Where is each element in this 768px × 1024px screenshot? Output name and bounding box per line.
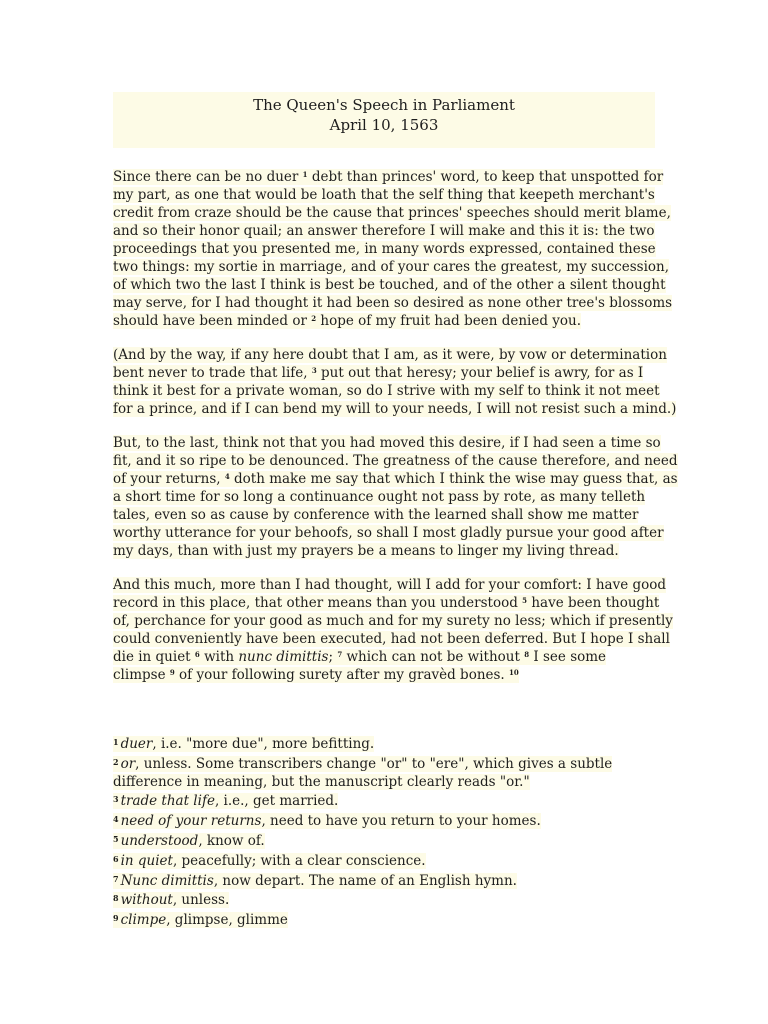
line-highlight <box>113 435 661 451</box>
text-line <box>113 488 658 506</box>
text-run: , now depart. The name of an English hymn. <box>213 872 517 889</box>
footnote-ref[interactable]: 1 <box>302 170 308 179</box>
text-run: Since there can be no duer <box>113 169 303 185</box>
line-highlight <box>113 543 619 559</box>
line-highlight <box>113 774 530 790</box>
line-highlight <box>113 613 673 629</box>
line-highlight <box>113 853 426 869</box>
footnote-number: 6 <box>113 853 119 864</box>
text-run: , unless. Some transcribers change "or" to "ere", which gives a subtle <box>135 755 613 772</box>
text-run: die in quiet <box>113 649 195 665</box>
title-block <box>113 92 655 148</box>
line-highlight <box>113 892 229 908</box>
text-run: with <box>199 649 239 665</box>
speech-paragraph <box>113 346 677 418</box>
footnote-number: 4 <box>113 814 119 825</box>
text-line <box>113 612 673 630</box>
text-run: , glimpse, glimme <box>166 912 288 929</box>
text-line <box>113 666 658 684</box>
text-run: , know of. <box>198 832 265 849</box>
line-highlight <box>113 313 581 329</box>
footnote-ref[interactable]: 10 <box>509 668 519 677</box>
line-highlight <box>113 813 541 829</box>
text-line <box>113 630 670 648</box>
footnote-item <box>113 791 658 811</box>
text-line <box>113 542 658 560</box>
line-highlight <box>113 241 656 257</box>
line-highlight <box>113 295 672 311</box>
footnote-item <box>113 811 658 831</box>
footnote-ref[interactable]: 2 <box>311 314 317 323</box>
text-run: hope of my fruit had been denied you. <box>316 313 582 329</box>
footnote-number: 2 <box>113 756 119 767</box>
text-run: , i.e., get married. <box>214 793 339 810</box>
line-highlight <box>113 347 667 363</box>
line-highlight <box>113 649 606 665</box>
line-highlight <box>113 383 660 399</box>
text-run: my part, as one that would be loath that the self thing that keepeth merchant's <box>113 187 655 203</box>
line-highlight <box>113 489 645 505</box>
line-highlight <box>113 631 670 647</box>
text-line <box>113 470 678 488</box>
italic-text: need of your returns <box>120 813 262 830</box>
speech-paragraph <box>113 168 673 330</box>
footnote-ref[interactable]: 9 <box>169 668 175 677</box>
speech-title: The Queen's Speech in Parliament <box>253 96 515 114</box>
text-line <box>113 506 658 524</box>
italic-text: without <box>120 892 173 909</box>
text-run: of which two the last I think is best be touched, and of the other a silent thought <box>113 277 666 293</box>
text-line <box>113 258 670 276</box>
text-line <box>113 276 666 294</box>
text-run: ; <box>328 649 338 665</box>
footnote-item <box>113 910 658 930</box>
text-run: proceedings that you presented me, in many words expressed, contained these <box>113 241 656 257</box>
footnote-ref[interactable]: 7 <box>337 650 343 659</box>
speech-paragraph <box>113 434 678 560</box>
text-line <box>113 204 671 222</box>
text-run: of, perchance for your good as much and for my surety no less; which if presently <box>113 613 673 629</box>
text-line <box>113 364 658 382</box>
footnote-number: 9 <box>113 913 119 924</box>
text-run: debt than princes' word, to keep that unspotted for <box>307 169 664 185</box>
text-line <box>113 294 673 312</box>
text-run: (And by the way, if any here doubt that I am, as it were, by vow or determination <box>113 347 667 363</box>
text-line <box>113 240 658 258</box>
text-run: credit from craze should be the cause that princes' speeches should merit blame, <box>113 205 671 221</box>
italic-text: in quiet <box>120 852 173 869</box>
text-run: bent never to trade that life, <box>113 365 312 381</box>
text-line <box>113 524 664 542</box>
text-run: worthy utterance for your behoofs, so shall I most gladly pursue your good after <box>113 525 664 541</box>
footnote-ref[interactable]: 3 <box>311 366 317 375</box>
text-run: , peacefully; with a clear conscience. <box>172 852 426 869</box>
text-line <box>113 576 667 594</box>
text-run: difference in meaning, but the manuscript clearly reads "or." <box>113 773 530 790</box>
text-line <box>113 222 658 240</box>
text-run: of your following surety after my gravèd bones. <box>174 667 510 683</box>
text-run: could conveniently have been executed, had not been deferred. But I hope I shall <box>113 631 670 647</box>
text-run: have been thought <box>527 595 660 611</box>
italic-text: nunc dimittis <box>238 649 329 665</box>
text-run: think it best for a private woman, so do I strive with my self to think it not meet <box>113 383 660 399</box>
text-run: fit, and it so ripe to be denounced. The greatness of the cause therefore, and need <box>113 453 678 469</box>
italic-text: Nunc dimittis <box>120 872 214 889</box>
text-run: tales, even so as cause by conference with the learned shall show me matter <box>113 507 639 523</box>
footnote-item <box>113 774 658 792</box>
line-highlight <box>113 525 664 541</box>
footnote-ref[interactable]: 4 <box>224 472 230 481</box>
text-line <box>113 186 658 204</box>
text-line <box>113 400 677 418</box>
text-run: and so their honor quail; an answer therefore I will make and this it is: the two <box>113 223 655 239</box>
footnotes <box>113 734 658 930</box>
line-highlight <box>113 401 676 417</box>
line-highlight <box>113 259 669 275</box>
footnote-number: 3 <box>113 794 119 805</box>
line-highlight <box>113 736 374 752</box>
text-run: of your returns, <box>113 471 225 487</box>
text-run: record in this place, that other means than you understood <box>113 595 523 611</box>
line-highlight <box>113 223 655 239</box>
text-run: , i.e. "more due", more befitting. <box>152 736 375 752</box>
line-highlight <box>113 507 638 523</box>
footnote-item <box>113 851 658 871</box>
text-run: may serve, for I had thought it had been so desired as none other tree's blossoms <box>113 295 673 311</box>
line-highlight <box>113 205 671 221</box>
line-highlight <box>113 577 666 593</box>
footnote-number: 1 <box>113 737 119 747</box>
text-line <box>113 346 667 364</box>
line-highlight <box>113 365 643 381</box>
text-run: doth make me say that which I think the wise may guess that, as <box>229 471 678 487</box>
line-highlight <box>113 667 519 683</box>
text-run: should have been minded or <box>113 313 312 329</box>
footnote-item <box>113 831 658 851</box>
text-run: two things: my sortie in marriage, and of your cares the greatest, my succession, <box>113 259 670 275</box>
footnote-number: 5 <box>113 833 119 844</box>
footnote-ref[interactable]: 6 <box>194 650 200 659</box>
line-highlight <box>113 169 663 185</box>
footnote-item <box>113 734 658 754</box>
line-highlight <box>113 912 288 928</box>
line-highlight <box>113 277 666 293</box>
footnote-ref[interactable]: 8 <box>524 650 530 659</box>
footnote-item <box>113 890 658 910</box>
text-line <box>113 648 658 666</box>
text-line <box>113 168 664 186</box>
line-highlight <box>113 595 659 611</box>
footnote-item <box>113 871 658 891</box>
line-highlight <box>113 453 678 469</box>
text-run: , unless. <box>172 892 230 909</box>
speech-paragraph <box>113 576 673 684</box>
text-run: put out that heresy; your belief is awry, for as I <box>316 365 644 381</box>
line-highlight <box>113 873 517 889</box>
text-line <box>113 382 658 400</box>
line-highlight <box>113 187 655 203</box>
italic-text: duer <box>120 736 153 752</box>
line-highlight <box>113 833 265 849</box>
italic-text: trade that life <box>120 793 215 810</box>
text-line <box>113 434 661 452</box>
text-run: But, to the last, think not that you had moved this desire, if I had seen a time so <box>113 435 661 451</box>
footnote-ref[interactable]: 5 <box>522 596 528 605</box>
text-run: I see some <box>529 649 607 665</box>
italic-text: or <box>120 755 136 772</box>
text-run: , need to have you return to your homes. <box>261 813 541 830</box>
text-run: a short time for so long a continuance ought not pass by rote, as many telleth <box>113 489 646 505</box>
text-run: for a prince, and if I can bend my will to your needs, I will not resist such a mind.) <box>113 401 677 417</box>
footnote-number: 8 <box>113 893 119 904</box>
footnote-number: 7 <box>113 873 119 884</box>
line-highlight <box>113 471 678 487</box>
text-run: And this much, more than I had thought, will I add for your comfort: I have good <box>113 577 667 593</box>
italic-text: understood <box>120 832 199 849</box>
speech-body <box>113 168 678 700</box>
line-highlight <box>113 756 612 772</box>
text-run: my days, than with just my prayers be a means to linger my living thread. <box>113 543 619 559</box>
line-highlight <box>113 793 338 809</box>
text-run: climpse <box>113 667 170 683</box>
footnote-item <box>113 754 658 774</box>
italic-text: climpe <box>120 912 167 929</box>
speech-date: April 10, 1563 <box>329 116 439 134</box>
text-line <box>113 312 658 330</box>
text-line <box>113 452 678 470</box>
text-line <box>113 594 658 612</box>
text-run: which can not be without <box>342 649 525 665</box>
